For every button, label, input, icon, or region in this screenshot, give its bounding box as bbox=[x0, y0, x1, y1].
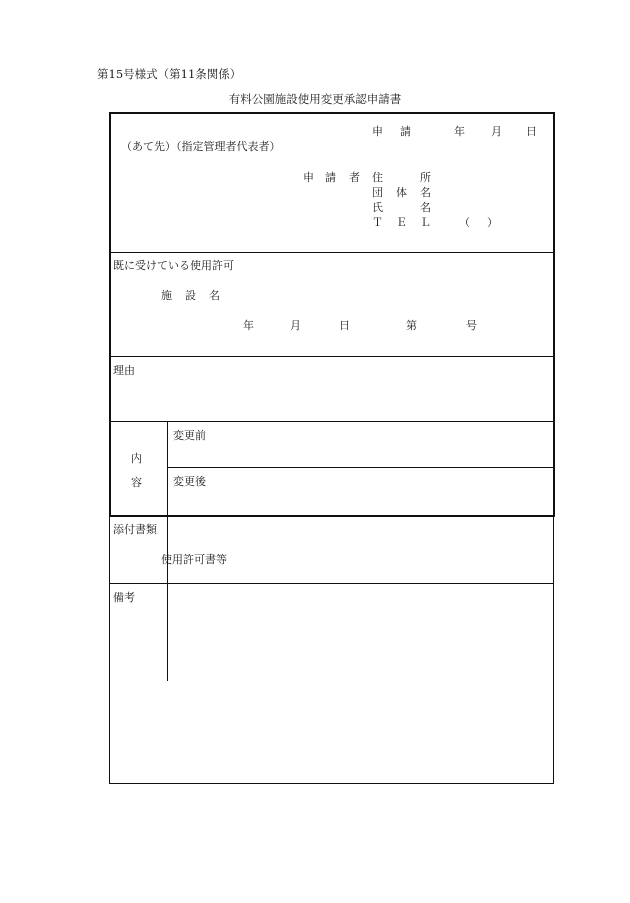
group-label-1: 団 bbox=[372, 186, 383, 199]
tel-paren-close: ） bbox=[487, 216, 498, 229]
content-side-label-1: 内 bbox=[131, 452, 142, 465]
divider-attachments bbox=[109, 583, 553, 584]
change-before-label: 変更前 bbox=[173, 429, 206, 442]
date-label-2: 請 bbox=[400, 125, 411, 138]
address-label-1: 住 bbox=[372, 171, 383, 184]
applicant-label-2: 請 bbox=[325, 171, 336, 184]
content-side-label-2: 容 bbox=[131, 476, 142, 489]
facility-label-1: 施 bbox=[161, 289, 172, 302]
remarks-label: 備考 bbox=[113, 591, 135, 604]
tel-label-2: Ｅ bbox=[396, 216, 407, 229]
document-title: 有料公園施設使用変更承認申請書 bbox=[228, 92, 402, 106]
facility-label-2: 設 bbox=[185, 289, 196, 302]
attachments-item: 使用許可書等 bbox=[161, 553, 227, 566]
tel-paren-open: （ bbox=[459, 216, 470, 229]
form-number-label: 第15号様式（第11条関係） bbox=[97, 67, 242, 81]
reason-label: 理由 bbox=[113, 364, 135, 377]
name-label-2: 名 bbox=[420, 201, 431, 214]
permit-day-label: 日 bbox=[339, 319, 350, 332]
facility-label-3: 名 bbox=[209, 289, 220, 302]
permit-year-label: 年 bbox=[243, 319, 254, 332]
group-label-2: 体 bbox=[396, 186, 407, 199]
permit-number-suffix: 号 bbox=[466, 319, 477, 332]
divider-header bbox=[109, 252, 553, 253]
permit-number-prefix: 第 bbox=[406, 319, 417, 332]
name-label-1: 氏 bbox=[372, 201, 383, 214]
date-year-label: 年 bbox=[454, 125, 465, 138]
attachments-label: 添付書類 bbox=[113, 523, 157, 536]
tel-label-1: Ｔ bbox=[372, 216, 383, 229]
application-form-table bbox=[109, 112, 553, 784]
group-label-3: 名 bbox=[420, 186, 431, 199]
address-label-2: 所 bbox=[420, 171, 431, 184]
date-day-label: 日 bbox=[526, 125, 537, 138]
permit-month-label: 月 bbox=[290, 319, 301, 332]
applicant-label-1: 申 bbox=[303, 171, 314, 184]
permit-heading: 既に受けている使用許可 bbox=[113, 259, 234, 272]
applicant-label-3: 者 bbox=[349, 171, 360, 184]
change-after-label: 変更後 bbox=[173, 475, 206, 488]
divider-before-after bbox=[167, 467, 553, 468]
divider-reason bbox=[109, 421, 553, 422]
date-month-label: 月 bbox=[491, 125, 502, 138]
tel-label-3: Ｌ bbox=[420, 216, 431, 229]
date-label-1: 申 bbox=[372, 125, 383, 138]
addressee-line: （あて先）（指定管理者代表者） bbox=[121, 140, 281, 153]
divider-permit bbox=[109, 356, 553, 357]
